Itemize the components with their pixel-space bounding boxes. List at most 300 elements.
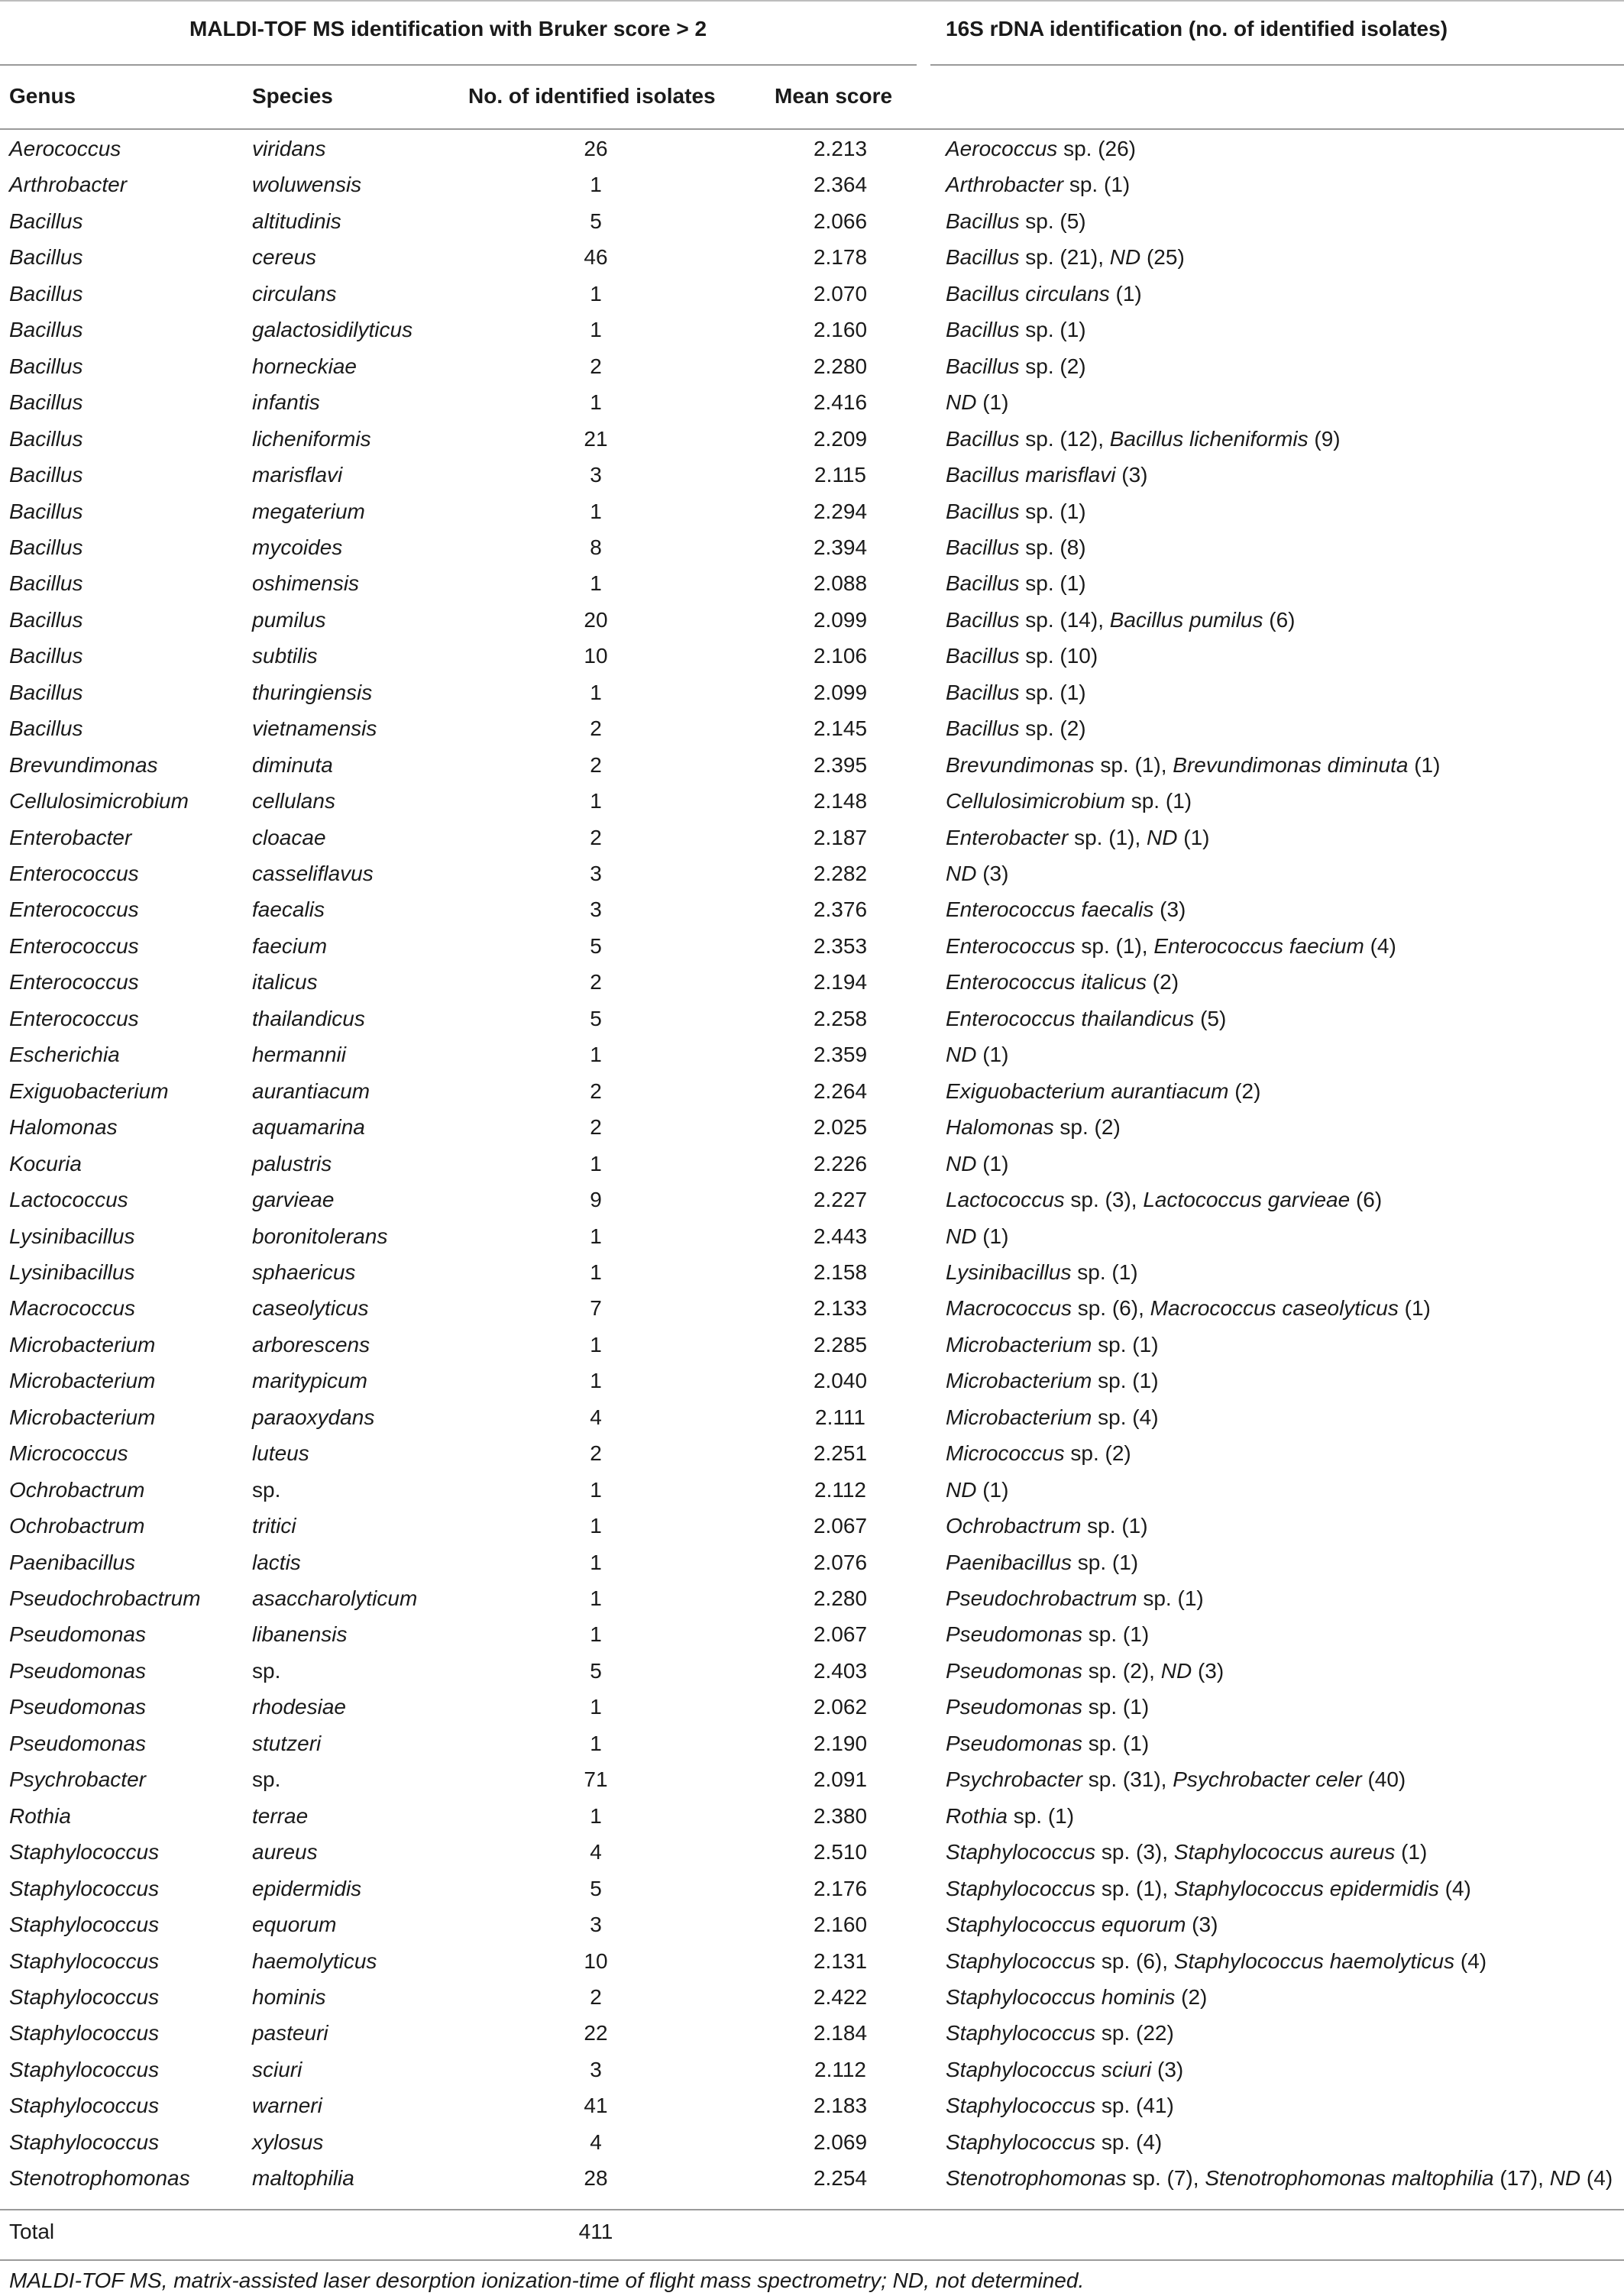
rdna-identification-cell bbox=[946, 2058, 1183, 2082]
species-cell: asaccharolyticum bbox=[252, 1586, 418, 1610]
species-cell: pasteuri bbox=[252, 2021, 328, 2045]
table-row bbox=[0, 2126, 1624, 2162]
table-row bbox=[0, 1220, 1624, 1256]
rdna-identification-part: Bacillus bbox=[946, 716, 1020, 741]
rdna-identification-cell bbox=[946, 1152, 1008, 1176]
rdna-identification-cell bbox=[946, 427, 1341, 451]
species-cell: thailandicus bbox=[252, 1006, 365, 1030]
rdna-identification-part: sp. (1) bbox=[1081, 1514, 1148, 1538]
rdna-identification-part: (1) bbox=[1398, 1296, 1431, 1321]
mean-score-cell: 2.131 bbox=[813, 1948, 868, 1973]
genus-cell: Enterococcus bbox=[9, 970, 139, 994]
isolates-count-cell: 1 bbox=[590, 173, 602, 197]
genus-cell: Staphylococcus bbox=[9, 1876, 160, 1900]
isolates-count-cell: 5 bbox=[590, 1658, 602, 1683]
rdna-identification-cell bbox=[946, 1224, 1008, 1249]
rdna-identification-part: (1) bbox=[1395, 1840, 1428, 1864]
table-row bbox=[0, 1908, 1624, 1944]
rdna-identification-part: Stenotrophomonas bbox=[946, 2166, 1127, 2191]
table-row bbox=[0, 1727, 1624, 1763]
rule-group-maldi bbox=[0, 64, 917, 66]
rdna-identification-part: ND bbox=[1160, 1658, 1192, 1683]
rdna-identification-part: (1) bbox=[976, 1477, 1009, 1502]
rdna-identification-part: (1) bbox=[976, 1224, 1009, 1248]
rdna-identification-part: Psychrobacter celer bbox=[1173, 1767, 1362, 1792]
mean-score-cell: 2.025 bbox=[813, 1115, 868, 1140]
rdna-identification-part: ND bbox=[1147, 825, 1178, 849]
table-row bbox=[0, 1473, 1624, 1509]
rdna-identification-part: ND bbox=[946, 1043, 977, 1067]
genus-cell: Bacillus bbox=[9, 716, 83, 741]
mean-score-cell: 2.285 bbox=[813, 1332, 868, 1357]
species-cell: epidermidis bbox=[252, 1876, 362, 1900]
rdna-identification-part: Pseudomonas bbox=[946, 1622, 1083, 1647]
isolates-count-cell: 1 bbox=[590, 1369, 602, 1393]
isolates-count-cell: 7 bbox=[590, 1296, 602, 1321]
isolates-count-cell: 1 bbox=[590, 789, 602, 813]
table-row bbox=[0, 313, 1624, 349]
genus-cell: Staphylococcus bbox=[9, 1984, 160, 2009]
rdna-identification-part: Microbacterium bbox=[946, 1369, 1092, 1393]
rdna-identification-part: (4) bbox=[1454, 1948, 1487, 1973]
genus-cell: Enterococcus bbox=[9, 933, 139, 958]
mean-score-cell: 2.184 bbox=[813, 2021, 868, 2045]
rdna-identification-part: (5) bbox=[1194, 1006, 1227, 1030]
genus-cell: Brevundimonas bbox=[9, 752, 158, 777]
mean-score-cell: 2.294 bbox=[813, 499, 868, 523]
isolates-count-cell: 1 bbox=[590, 499, 602, 523]
isolates-count-cell: 2 bbox=[590, 1441, 602, 1466]
species-cell: vietnamensis bbox=[252, 716, 377, 741]
rdna-identification-part: Staphylococcus epidermidis bbox=[1173, 1876, 1439, 1900]
rdna-identification-cell bbox=[946, 897, 1186, 922]
species-cell: circulans bbox=[252, 281, 337, 306]
table-row bbox=[0, 531, 1624, 567]
genus-cell: Bacillus bbox=[9, 499, 83, 523]
rdna-identification-part: sp. (1), bbox=[1068, 825, 1147, 849]
rdna-identification-part: sp. (1), bbox=[1094, 752, 1173, 777]
isolates-count-cell: 1 bbox=[590, 1731, 602, 1755]
table-row bbox=[0, 495, 1624, 531]
isolates-count-cell: 3 bbox=[590, 862, 602, 885]
species-cell: haemolyticus bbox=[252, 1948, 377, 1973]
mean-score-cell: 2.258 bbox=[813, 1006, 868, 1030]
rdna-identification-part: (2) bbox=[1228, 1078, 1261, 1103]
table-row bbox=[0, 1292, 1624, 1327]
species-cell: subtilis bbox=[252, 644, 318, 668]
rdna-identification-cell bbox=[946, 1441, 1131, 1466]
mean-score-cell: 2.099 bbox=[813, 607, 868, 632]
rdna-identification-part: sp. (1) bbox=[1124, 789, 1192, 813]
rdna-identification-part: sp. (1), bbox=[1095, 1876, 1174, 1900]
isolates-count-cell: 1 bbox=[590, 1151, 602, 1175]
species-cell: licheniformis bbox=[252, 426, 371, 451]
species-cell: xylosus bbox=[252, 2129, 324, 2154]
mean-score-cell: 2.066 bbox=[813, 209, 868, 233]
mean-score-cell: 2.158 bbox=[813, 1260, 868, 1284]
species-cell: aureus bbox=[252, 1840, 318, 1864]
isolates-count-cell: 2 bbox=[590, 1984, 602, 2009]
genus-cell: Enterococcus bbox=[9, 1006, 139, 1030]
total-row bbox=[0, 2220, 1624, 2253]
rdna-identification-part: Microbacterium bbox=[946, 1405, 1092, 1429]
mean-score-cell: 2.190 bbox=[813, 1731, 868, 1755]
rdna-identification-part: (3) bbox=[976, 862, 1009, 885]
genus-cell: Microbacterium bbox=[9, 1332, 156, 1357]
isolates-count-cell: 4 bbox=[590, 2129, 602, 2154]
rdna-identification-part: sp. (1) bbox=[1092, 1332, 1159, 1357]
rdna-identification-cell bbox=[946, 1840, 1427, 1864]
table-row bbox=[0, 930, 1624, 965]
genus-cell: Bacillus bbox=[9, 354, 83, 378]
rdna-identification-part: Cellulosimicrobium bbox=[946, 789, 1125, 813]
species-cell: sp. bbox=[252, 1767, 281, 1792]
table-row bbox=[0, 639, 1624, 675]
species-cell: stutzeri bbox=[252, 1731, 322, 1755]
genus-cell: Halomonas bbox=[9, 1115, 118, 1140]
rdna-identification-part: sp. (4) bbox=[1092, 1405, 1159, 1429]
rdna-identification-part: Enterococcus bbox=[946, 933, 1076, 958]
rdna-identification-part: Enterococcus thailandicus bbox=[946, 1006, 1195, 1030]
rdna-identification-part: sp. (6), bbox=[1071, 1296, 1150, 1321]
table-row bbox=[0, 1075, 1624, 1111]
isolates-count-cell: 10 bbox=[584, 1948, 608, 1973]
table-row bbox=[0, 1328, 1624, 1364]
rdna-identification-part: (3) bbox=[1186, 1913, 1218, 1937]
isolates-count-cell: 46 bbox=[584, 245, 608, 270]
genus-cell: Staphylococcus bbox=[9, 2021, 160, 2045]
rdna-identification-part: (2) bbox=[1147, 970, 1179, 994]
mean-score-cell: 2.145 bbox=[813, 716, 868, 741]
rdna-identification-cell bbox=[946, 173, 1130, 197]
mean-score-cell: 2.359 bbox=[813, 1043, 868, 1067]
isolates-count-cell: 26 bbox=[584, 137, 608, 160]
rdna-identification-part: Staphylococcus hominis bbox=[946, 1984, 1176, 2009]
rdna-identification-cell bbox=[946, 245, 1185, 270]
rdna-identification-cell bbox=[946, 535, 1086, 560]
rdna-identification-cell bbox=[946, 970, 1179, 994]
mean-score-cell: 2.160 bbox=[813, 1913, 868, 1937]
species-cell: tritici bbox=[252, 1514, 296, 1538]
isolates-count-cell: 1 bbox=[590, 281, 602, 306]
rdna-identification-part: ND bbox=[1549, 2166, 1581, 2191]
rdna-identification-part: sp. (1) bbox=[1082, 1731, 1150, 1755]
rdna-identification-cell bbox=[946, 1877, 1471, 1901]
rdna-identification-cell bbox=[946, 1949, 1487, 1974]
rdna-identification-cell bbox=[946, 1296, 1431, 1321]
genus-cell: Bacillus bbox=[9, 318, 83, 342]
rdna-identification-cell bbox=[946, 2130, 1162, 2155]
rdna-identification-part: Bacillus bbox=[946, 426, 1020, 451]
rdna-identification-part: Staphylococcus bbox=[946, 1876, 1096, 1900]
species-cell: aurantiacum bbox=[252, 1078, 370, 1103]
header-16s-group: 16S rDNA identification (no. of identified isolates) bbox=[946, 17, 1448, 40]
rdna-identification-cell bbox=[946, 500, 1086, 524]
genus-cell: Micrococcus bbox=[9, 1441, 128, 1466]
rdna-identification-part: (4) bbox=[1364, 933, 1396, 958]
rdna-identification-part: sp. (2) bbox=[1019, 354, 1086, 378]
isolates-count-cell: 4 bbox=[590, 1405, 602, 1429]
species-cell: luteus bbox=[252, 1441, 309, 1466]
rdna-identification-part: ND bbox=[946, 1477, 977, 1502]
rdna-identification-part: ND bbox=[946, 862, 977, 885]
rdna-identification-part: Halomonas bbox=[946, 1115, 1054, 1140]
rdna-identification-part: sp. (3), bbox=[1064, 1188, 1144, 1212]
rdna-identification-cell bbox=[946, 1478, 1008, 1502]
isolates-count-cell: 2 bbox=[590, 716, 602, 741]
rdna-identification-part: ND bbox=[946, 1224, 977, 1248]
rdna-identification-part: (25) bbox=[1140, 245, 1185, 270]
rdna-identification-part: ND bbox=[946, 1151, 977, 1175]
genus-cell: Rothia bbox=[9, 1803, 71, 1828]
species-cell: equorum bbox=[252, 1913, 337, 1937]
rdna-identification-part: sp. (1) bbox=[1092, 1369, 1159, 1393]
rdna-identification-cell bbox=[946, 1622, 1149, 1647]
isolates-count-cell: 2 bbox=[590, 1078, 602, 1103]
species-cell: pumilus bbox=[252, 607, 326, 632]
isolates-count-cell: 1 bbox=[590, 1260, 602, 1284]
rdna-identification-part: (2) bbox=[1175, 1984, 1208, 2009]
rdna-identification-cell bbox=[946, 1551, 1138, 1575]
mean-score-cell: 2.088 bbox=[813, 571, 868, 596]
rdna-identification-part: Staphylococcus bbox=[946, 1948, 1096, 1973]
table-row bbox=[0, 1183, 1624, 1219]
rdna-identification-part: sp. (1) bbox=[1019, 571, 1086, 596]
rdna-identification-part: sp. (22) bbox=[1095, 2021, 1174, 2045]
rdna-identification-cell bbox=[946, 463, 1148, 487]
rdna-identification-part: sp. (14), bbox=[1019, 607, 1110, 632]
table-row bbox=[0, 567, 1624, 603]
isolates-count-cell: 1 bbox=[590, 1586, 602, 1610]
rdna-identification-part: sp. (1) bbox=[1071, 1260, 1138, 1284]
rdna-identification-cell bbox=[946, 1514, 1148, 1538]
table-row bbox=[0, 241, 1624, 276]
isolates-count-cell: 71 bbox=[584, 1767, 608, 1792]
rdna-identification-part: Staphylococcus sciuri bbox=[946, 2057, 1152, 2081]
species-cell: sphaericus bbox=[252, 1260, 356, 1284]
species-cell: hermannii bbox=[252, 1043, 346, 1067]
rdna-identification-part: Paenibacillus bbox=[946, 1550, 1072, 1574]
rdna-identification-part: Brevundimonas diminuta bbox=[1173, 752, 1409, 777]
rdna-identification-cell bbox=[946, 1985, 1207, 2010]
rdna-identification-part: (4) bbox=[1580, 2166, 1613, 2191]
rdna-identification-part: Staphylococcus haemolyticus bbox=[1173, 1948, 1455, 1973]
rdna-identification-part: sp. (1) bbox=[1082, 1695, 1150, 1719]
genus-cell: Bacillus bbox=[9, 209, 83, 233]
mean-score-cell: 2.115 bbox=[814, 463, 866, 487]
isolates-count-cell: 1 bbox=[590, 1695, 602, 1719]
rdna-identification-part: (6) bbox=[1350, 1188, 1383, 1212]
table-row bbox=[0, 1437, 1624, 1473]
genus-cell: Paenibacillus bbox=[9, 1550, 135, 1574]
isolates-count-cell: 22 bbox=[584, 2021, 608, 2045]
table-row bbox=[0, 712, 1624, 748]
rdna-identification-part: sp. (41) bbox=[1095, 2094, 1174, 2118]
rdna-identification-part: sp. (1) bbox=[1072, 1550, 1139, 1574]
rdna-identification-part: Bacillus pumilus bbox=[1109, 607, 1263, 632]
species-cell: cellulans bbox=[252, 789, 335, 813]
column-header-isolates: No. of identified isolates bbox=[468, 84, 716, 108]
genus-cell: Macrococcus bbox=[9, 1296, 135, 1321]
rdna-identification-part: sp. (1) bbox=[1082, 1622, 1150, 1647]
genus-cell: Pseudomonas bbox=[9, 1658, 147, 1683]
rdna-identification-part: ND bbox=[1109, 245, 1141, 270]
rdna-identification-part: sp. (2) bbox=[1019, 716, 1086, 741]
isolates-count-cell: 9 bbox=[590, 1188, 602, 1212]
isolates-count-cell: 41 bbox=[584, 2094, 608, 2118]
isolates-count-cell: 1 bbox=[590, 1477, 602, 1502]
rdna-identification-part: sp. (1) bbox=[1137, 1586, 1204, 1610]
genus-cell: Bacillus bbox=[9, 607, 83, 632]
species-cell: boronitolerans bbox=[252, 1224, 388, 1248]
species-cell: rhodesiae bbox=[252, 1695, 346, 1719]
rdna-identification-part: sp. (2) bbox=[1053, 1115, 1121, 1140]
species-cell: sp. bbox=[252, 1658, 281, 1683]
mean-score-cell: 2.403 bbox=[813, 1658, 868, 1683]
header-maldi-group: MALDI-TOF MS identification with Bruker score > 2 bbox=[189, 17, 707, 40]
mean-score-cell: 2.069 bbox=[813, 2129, 868, 2154]
table-row bbox=[0, 1111, 1624, 1146]
species-cell: cloacae bbox=[252, 825, 326, 849]
rdna-identification-cell bbox=[946, 862, 1008, 886]
rdna-identification-cell bbox=[946, 1767, 1406, 1792]
mean-score-cell: 2.160 bbox=[813, 318, 868, 342]
mean-score-cell: 2.112 bbox=[814, 1477, 866, 1502]
table-row bbox=[0, 676, 1624, 712]
rdna-identification-part: Arthrobacter bbox=[946, 173, 1064, 197]
rdna-identification-part: Bacillus bbox=[946, 245, 1020, 270]
rdna-identification-part: sp. (1) bbox=[1007, 1803, 1075, 1828]
rdna-identification-part: (1) bbox=[976, 1043, 1009, 1067]
mean-score-cell: 2.187 bbox=[813, 825, 868, 849]
table-row bbox=[0, 1147, 1624, 1183]
mean-score-cell: 2.364 bbox=[813, 173, 868, 197]
rdna-identification-part: sp. (6), bbox=[1095, 1948, 1174, 1973]
species-cell: altitudinis bbox=[252, 209, 341, 233]
rdna-identification-cell bbox=[946, 1043, 1008, 1067]
rdna-identification-cell bbox=[946, 1913, 1218, 1937]
table-row bbox=[0, 1364, 1624, 1400]
species-cell: terrae bbox=[252, 1803, 309, 1828]
rdna-identification-part: Stenotrophomonas maltophilia bbox=[1205, 2166, 1494, 2191]
species-cell: palustris bbox=[252, 1151, 332, 1175]
rdna-identification-cell bbox=[946, 282, 1142, 306]
table-row bbox=[0, 1002, 1624, 1038]
table-row bbox=[0, 2016, 1624, 2052]
table-row bbox=[0, 1981, 1624, 2016]
rdna-identification-part: sp. (2) bbox=[1064, 1441, 1131, 1466]
mean-score-cell: 2.376 bbox=[813, 897, 868, 922]
genus-cell: Bacillus bbox=[9, 644, 83, 668]
species-cell: sciuri bbox=[252, 2057, 302, 2081]
rdna-identification-cell bbox=[946, 2094, 1174, 2118]
species-cell: hominis bbox=[252, 1984, 326, 2009]
rdna-identification-part: sp. (1), bbox=[1075, 933, 1154, 958]
table-row bbox=[0, 1618, 1624, 1654]
table-row bbox=[0, 132, 1624, 168]
rdna-identification-part: (4) bbox=[1438, 1876, 1471, 1900]
rdna-identification-part: Brevundimonas bbox=[946, 752, 1095, 777]
isolates-count-cell: 1 bbox=[590, 571, 602, 596]
isolates-count-cell: 3 bbox=[590, 1913, 602, 1937]
rdna-identification-cell bbox=[946, 390, 1008, 415]
genus-cell: Bacillus bbox=[9, 535, 83, 559]
column-header-genus: Genus bbox=[9, 84, 76, 108]
rule-bottom bbox=[0, 2259, 1624, 2261]
rdna-identification-part: Staphylococcus equorum bbox=[946, 1913, 1186, 1937]
rdna-identification-part: (3) bbox=[1115, 463, 1148, 487]
genus-cell: Enterococcus bbox=[9, 862, 139, 885]
rdna-identification-part: Lactococcus bbox=[946, 1188, 1065, 1212]
rdna-identification-part: Bacillus bbox=[946, 209, 1020, 233]
rdna-identification-part: Bacillus bbox=[946, 607, 1020, 632]
mean-score-cell: 2.112 bbox=[814, 2057, 866, 2081]
isolates-count-cell: 1 bbox=[590, 390, 602, 415]
isolates-count-cell: 2 bbox=[590, 970, 602, 994]
rdna-identification-part: Rothia bbox=[946, 1803, 1008, 1828]
rdna-identification-part: Ochrobactrum bbox=[946, 1514, 1082, 1538]
genus-cell: Bacillus bbox=[9, 571, 83, 596]
mean-score-cell: 2.067 bbox=[813, 1622, 868, 1647]
rdna-identification-part: Enterococcus faecium bbox=[1153, 933, 1364, 958]
genus-cell: Cellulosimicrobium bbox=[9, 789, 189, 813]
table-row bbox=[0, 1256, 1624, 1292]
rdna-identification-part: Bacillus bbox=[946, 499, 1020, 523]
species-cell: lactis bbox=[252, 1550, 301, 1574]
table-row bbox=[0, 168, 1624, 204]
mean-score-cell: 2.106 bbox=[813, 644, 868, 668]
table-row bbox=[0, 784, 1624, 820]
mean-score-cell: 2.133 bbox=[813, 1296, 868, 1321]
mean-score-cell: 2.394 bbox=[813, 535, 868, 559]
genus-cell: Bacillus bbox=[9, 680, 83, 704]
isolates-count-cell: 2 bbox=[590, 825, 602, 849]
species-cell: caseolyticus bbox=[252, 1296, 369, 1321]
isolates-count-cell: 1 bbox=[590, 318, 602, 342]
rdna-identification-cell bbox=[946, 2166, 1613, 2191]
rdna-identification-part: Bacillus bbox=[946, 535, 1020, 559]
species-cell: marisflavi bbox=[252, 463, 343, 487]
table-row bbox=[0, 857, 1624, 893]
mean-score-cell: 2.178 bbox=[813, 245, 868, 270]
mean-score-cell: 2.040 bbox=[813, 1369, 868, 1393]
rdna-identification-cell bbox=[946, 644, 1098, 668]
mean-score-cell: 2.226 bbox=[813, 1151, 868, 1175]
rdna-identification-part: Staphylococcus aureus bbox=[1173, 1840, 1396, 1864]
genus-cell: Pseudomonas bbox=[9, 1731, 147, 1755]
species-cell: maltophilia bbox=[252, 2166, 354, 2191]
rdna-identification-cell bbox=[946, 354, 1086, 379]
rdna-identification-cell bbox=[946, 2021, 1174, 2045]
species-cell: paraoxydans bbox=[252, 1405, 375, 1429]
genus-cell: Staphylococcus bbox=[9, 2057, 160, 2081]
table-row bbox=[0, 350, 1624, 386]
rdna-identification-cell bbox=[946, 1260, 1138, 1285]
column-header-species: Species bbox=[252, 84, 333, 108]
genus-cell: Aerococcus bbox=[9, 137, 121, 160]
genus-cell: Staphylococcus bbox=[9, 1913, 160, 1937]
isolates-count-cell: 21 bbox=[584, 426, 608, 451]
isolates-count-cell: 5 bbox=[590, 1006, 602, 1030]
mean-score-cell: 2.148 bbox=[813, 789, 868, 813]
mean-score-cell: 2.070 bbox=[813, 281, 868, 306]
rdna-identification-part: Pseudochrobactrum bbox=[946, 1586, 1137, 1610]
rdna-identification-part: (6) bbox=[1263, 607, 1296, 632]
mean-score-cell: 2.280 bbox=[813, 354, 868, 378]
species-cell: italicus bbox=[252, 970, 318, 994]
rdna-identification-cell bbox=[946, 209, 1086, 234]
rdna-identification-cell bbox=[946, 318, 1086, 342]
